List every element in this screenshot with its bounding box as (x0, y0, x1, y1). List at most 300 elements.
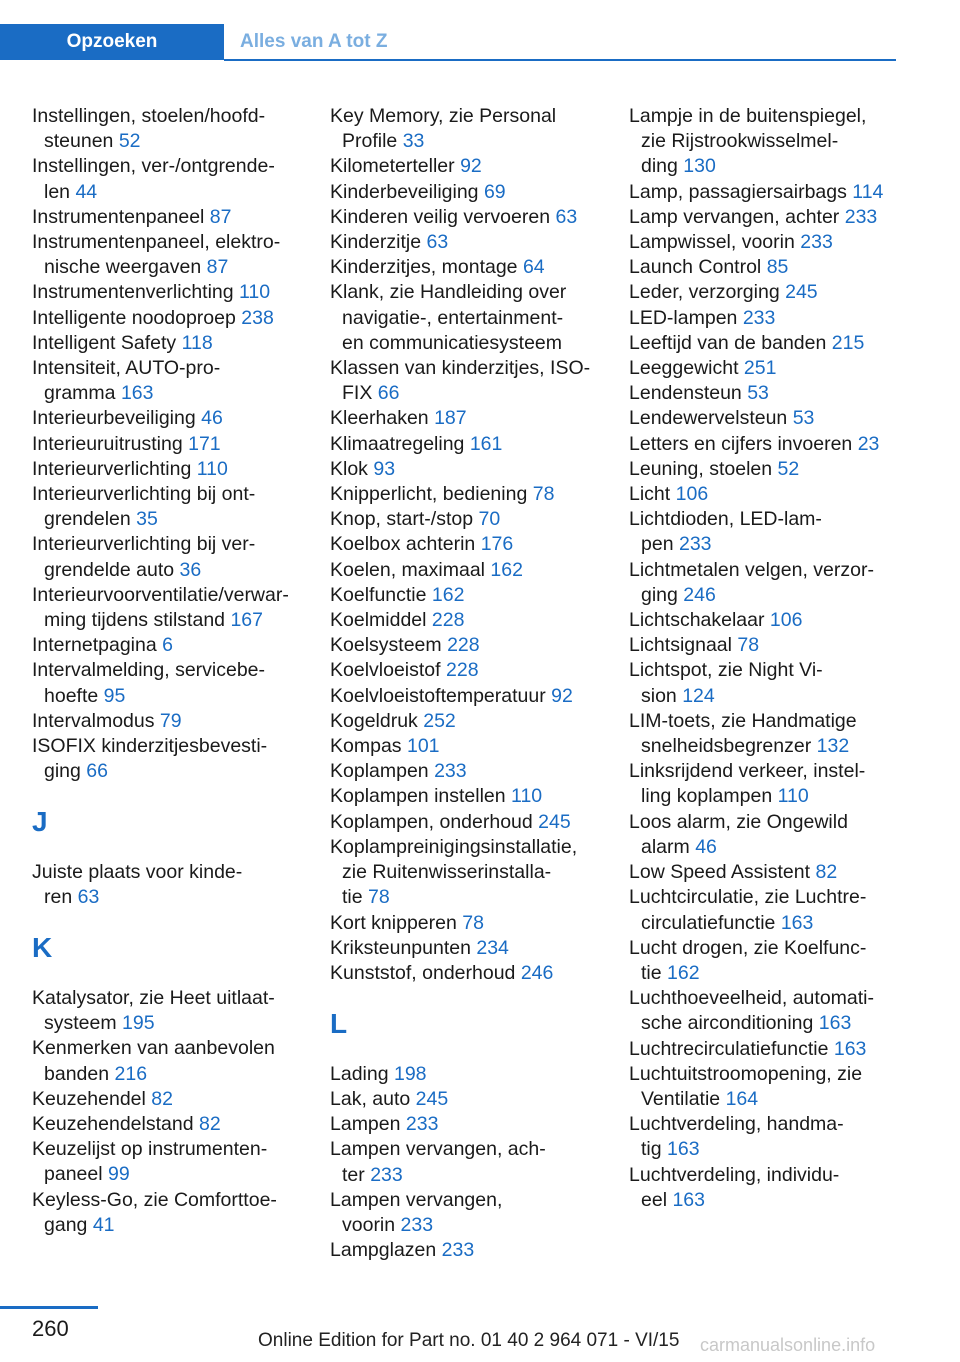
index-entry (629, 885, 899, 935)
index-entry (32, 154, 302, 204)
page-reference-link[interactable]: 82 (151, 1087, 173, 1110)
index-entry (629, 381, 899, 406)
index-entry (32, 356, 302, 406)
entry-text: Interieurvoorventilatie/verwar- (32, 583, 289, 606)
index-entry (330, 532, 600, 557)
index-entry (629, 331, 899, 356)
index-entry (330, 810, 600, 835)
index-entry (32, 633, 302, 658)
index-entry (330, 658, 600, 683)
entry-text: Luchtverdeling, individu- (629, 1163, 840, 1186)
page-reference-link[interactable]: 161 (469, 432, 503, 455)
entry-text: LED-lampen (629, 306, 738, 329)
entry-text: Leeftijd van de banden (629, 331, 827, 354)
index-entry (330, 1188, 600, 1238)
page-reference-link[interactable]: 233 (441, 1239, 475, 1262)
page-reference-link[interactable]: 6 (162, 634, 173, 657)
section-letter: K (32, 932, 53, 964)
index-entry (330, 104, 600, 154)
index-entry (32, 306, 302, 331)
index-entry (330, 507, 600, 532)
entry-text: paneel (44, 1163, 103, 1186)
page-reference-link[interactable]: 78 (532, 483, 555, 506)
index-entry (629, 482, 899, 507)
page-reference-link[interactable]: 163 (667, 1138, 700, 1161)
page-reference-link[interactable]: 23 (857, 432, 880, 455)
index-entry (32, 986, 302, 1036)
page-reference-link[interactable]: 246 (683, 583, 716, 606)
page-reference-link[interactable]: 246 (520, 961, 554, 984)
page-reference-link[interactable]: 163 (818, 1012, 852, 1035)
entry-text: circulatiefunctie (641, 911, 776, 934)
entry-text: Katalysator, zie Heet uitlaat- (32, 987, 275, 1010)
index-entry (32, 658, 302, 708)
page-reference-link[interactable]: 78 (368, 886, 390, 909)
page-reference-link[interactable]: 132 (816, 735, 850, 758)
page-reference-link[interactable]: 234 (476, 936, 509, 959)
entry-text: grendelen (44, 508, 131, 531)
index-entry (330, 180, 600, 205)
index-entry (330, 684, 600, 709)
index-entry (330, 608, 600, 633)
index-entry (330, 558, 600, 583)
entry-text: sion (641, 684, 677, 707)
index-entry (32, 406, 302, 431)
entry-text: grendelde auto (44, 558, 175, 581)
entry-text: Kinderzitjes, montage (330, 256, 518, 279)
page-reference-link[interactable]: 163 (120, 382, 154, 405)
index-entry (330, 1112, 600, 1137)
page-reference-link[interactable]: 70 (478, 508, 501, 531)
entry-text: Klimaatregeling (330, 432, 465, 455)
page-reference-link[interactable]: 233 (742, 306, 776, 329)
entry-text: Kogeldruk (330, 709, 418, 732)
entry-text: Kompas (330, 735, 402, 758)
page-reference-link[interactable]: 114 (852, 180, 884, 203)
page-reference-link[interactable]: 106 (769, 609, 803, 632)
entry-text: Lampen vervangen, (330, 1188, 503, 1211)
entry-text: en communicatiesysteem (342, 331, 563, 354)
entry-text: Lichtmetalen velgen, verzor- (629, 558, 874, 581)
entry-text: Intelligente noodoproep (32, 306, 236, 329)
page-reference-link[interactable]: 176 (480, 533, 514, 556)
entry-text: Lichtdioden, LED-lam- (629, 508, 822, 531)
entry-text: ding (641, 155, 678, 178)
entry-text: ISOFIX kinderzitjesbevesti- (32, 735, 268, 758)
index-column-3 (629, 104, 899, 1213)
entry-text: Koelmiddel (330, 609, 427, 632)
index-entry (330, 1238, 600, 1263)
page-reference-link[interactable]: 36 (179, 558, 202, 581)
entry-text: Lak, auto (330, 1087, 411, 1110)
index-entry (629, 255, 899, 280)
entry-text: tie (342, 886, 363, 909)
entry-text: Koelfunctie (330, 583, 427, 606)
page-reference-link[interactable]: 69 (483, 180, 506, 203)
index-entry (32, 457, 302, 482)
entry-text: Instrumentenpaneel, elektro- (32, 231, 281, 254)
entry-text: Letters en cijfers invoeren (629, 432, 853, 455)
page-reference-link[interactable]: 171 (188, 432, 221, 455)
page-reference-link[interactable]: 85 (766, 256, 789, 279)
entry-text: Key Memory, zie Personal (330, 105, 557, 127)
entry-text: Luchtcirculatie, zie Luchtre- (629, 886, 867, 909)
entry-text: Lamp, passagiersairbags (629, 180, 847, 203)
index-column-2 (330, 104, 600, 1263)
entry-text: ging (44, 760, 81, 783)
page-reference-link[interactable]: 87 (209, 205, 232, 228)
index-entry (629, 658, 899, 708)
index-entry (32, 104, 302, 154)
index-entry (629, 507, 899, 557)
index-entry (330, 1062, 600, 1087)
entry-text: Lichtspot, zie Night Vi- (629, 659, 823, 682)
index-entry (32, 583, 302, 633)
entry-text: Interieuruitrusting (32, 432, 183, 455)
page-reference-link[interactable]: 44 (75, 180, 98, 203)
index-entry (32, 1188, 302, 1238)
page-reference-link[interactable]: 66 (377, 382, 400, 405)
page-reference-link[interactable]: 101 (406, 735, 440, 758)
index-entry (629, 936, 899, 986)
index-entry (629, 1062, 899, 1112)
index-entry (629, 104, 899, 180)
entry-text: Lamp vervangen, achter (629, 205, 840, 228)
entry-text: Lampglazen (330, 1239, 437, 1262)
page-reference-link[interactable]: 33 (402, 130, 425, 153)
entry-text: Lading (330, 1062, 389, 1085)
entry-text: eel (641, 1188, 668, 1211)
index-entry (32, 860, 302, 910)
entry-text: Koelvloeistoftemperatuur (330, 684, 546, 707)
page-reference-link[interactable]: 52 (777, 457, 800, 480)
entry-text: Lampwissel, voorin (629, 231, 795, 254)
entry-text: zie Ruitenwisserinstalla- (342, 861, 552, 884)
index-entry (629, 986, 899, 1036)
page-reference-link[interactable]: 82 (198, 1113, 221, 1136)
page-reference-link[interactable]: 228 (447, 634, 480, 657)
edition-text: Online Edition for Part no. 01 40 2 964 071 - VI/15 (258, 1330, 680, 1351)
entry-text: steunen (44, 130, 114, 153)
entry-text: Lampen (330, 1113, 401, 1136)
page-reference-link[interactable]: 106 (675, 483, 709, 506)
page-reference-link[interactable]: 63 (555, 205, 578, 228)
page-reference-link[interactable]: 79 (159, 709, 182, 732)
entry-text: Profile (342, 130, 398, 153)
entry-text: Knop, start-/stop (330, 508, 474, 531)
page-reference-link[interactable]: 164 (725, 1087, 759, 1110)
index-entry (629, 1112, 899, 1162)
index-entry (330, 633, 600, 658)
page-reference-link[interactable]: 251 (743, 357, 777, 380)
entry-text: Licht (629, 483, 671, 506)
page-reference-link[interactable]: 63 (426, 231, 449, 254)
index-entry (32, 230, 302, 280)
index-entry (32, 1036, 302, 1086)
index-entry (330, 1087, 600, 1112)
index-entry (330, 784, 600, 809)
header-tabbar (0, 24, 896, 62)
entry-text: Knipperlicht, bediening (330, 483, 528, 506)
entry-text: Koelsysteem (330, 634, 442, 657)
page-reference-link[interactable]: 118 (181, 331, 213, 354)
page-reference-link[interactable]: 110 (239, 281, 271, 304)
page-reference-link[interactable]: 92 (551, 684, 573, 707)
page-reference-link[interactable]: 52 (118, 130, 141, 153)
entry-text: pen (641, 533, 674, 556)
page-reference-link[interactable]: 238 (241, 306, 274, 329)
entry-text: ging (641, 583, 678, 606)
index-entry (629, 432, 899, 457)
index-entry (330, 936, 600, 961)
index-entry (32, 331, 302, 356)
entry-text: Lichtschakelaar (629, 609, 765, 632)
entry-text: LIM-toets, zie Handmatige (629, 709, 857, 732)
entry-text: Lampen vervangen, ach- (330, 1138, 546, 1161)
page-reference-link[interactable]: 245 (415, 1087, 449, 1110)
index-entry (330, 432, 600, 457)
entry-text: Lucht drogen, zie Koelfunc- (629, 936, 867, 959)
entry-text: hoefte (44, 684, 99, 707)
entry-text: Lampje in de buitenspiegel, (629, 105, 867, 127)
page-reference-link[interactable]: 124 (682, 684, 715, 707)
entry-text: Luchthoeveelheid, automati- (629, 987, 874, 1010)
entry-text: Keyless-Go, zie Comforttoe- (32, 1188, 277, 1211)
page-reference-link[interactable]: 41 (92, 1213, 115, 1236)
index-entry (629, 1037, 899, 1062)
page-reference-link[interactable]: 162 (431, 583, 465, 606)
page-reference-link[interactable]: 215 (831, 331, 865, 354)
page-reference-link[interactable]: 110 (196, 457, 228, 480)
index-entry (330, 205, 600, 230)
watermark: carmanualsonline.info (700, 1335, 876, 1355)
index-entry (330, 961, 600, 986)
page-reference-link[interactable]: 167 (230, 609, 263, 632)
tab-alles-van-a-tot-z[interactable]: Alles van A tot Z (240, 31, 388, 52)
page-reference-link[interactable]: 245 (538, 810, 571, 833)
index-entry (330, 911, 600, 936)
entry-text: gang (44, 1213, 88, 1236)
page-reference-link[interactable]: 87 (206, 256, 229, 279)
entry-text: Kilometerteller (330, 155, 455, 178)
entry-text: Instrumentenverlichting (32, 281, 234, 304)
entry-text: nische weergaven (44, 256, 202, 279)
page-reference-link[interactable]: 35 (136, 508, 158, 531)
entry-text: Launch Control (629, 256, 762, 279)
entry-text: Interieurbeveiliging (32, 407, 196, 430)
index-entry (330, 759, 600, 784)
index-entry (330, 280, 600, 356)
page-reference-link[interactable]: 82 (815, 861, 838, 884)
section-letter: L (330, 1007, 348, 1039)
page-reference-link[interactable]: 53 (792, 407, 815, 430)
entry-text: Luchtrecirculatiefunctie (629, 1037, 829, 1060)
page-reference-link[interactable]: 63 (77, 886, 100, 909)
page-reference-link[interactable]: 163 (672, 1188, 705, 1211)
entry-text: Koplampen instellen (330, 785, 506, 808)
index-entry (330, 356, 600, 406)
page-reference-link[interactable]: 93 (373, 457, 396, 480)
entry-text: ling koplampen (641, 785, 773, 808)
entry-text: Koelen, maximaal (330, 558, 485, 581)
entry-text: Koplampreinigingsinstallatie, (330, 835, 578, 858)
entry-text: Intervalmelding, servicebe- (32, 659, 266, 682)
entry-text: Interieurverlichting (32, 457, 192, 480)
entry-text: Kunststof, onderhoud (330, 961, 516, 984)
page-reference-link[interactable]: 228 (446, 659, 479, 682)
entry-text: Instrumentenpaneel (32, 205, 205, 228)
entry-text: navigatie-, entertainment- (342, 306, 564, 329)
entry-text: Klassen van kinderzitjes, ISO- (330, 357, 591, 380)
page-reference-link[interactable]: 64 (522, 256, 545, 279)
page-reference-link[interactable]: 187 (434, 407, 467, 430)
index-entry (32, 1112, 302, 1137)
entry-text: Kleerhaken (330, 407, 429, 430)
entry-text: snelheidsbegrenzer (641, 735, 812, 758)
entry-text: Kort knipperen (330, 911, 457, 934)
page-reference-link[interactable]: 130 (683, 155, 716, 178)
entry-text: Kriksteunpunten (330, 936, 471, 959)
index-entry (330, 154, 600, 179)
index-entry (32, 709, 302, 734)
page-reference-link[interactable]: 46 (201, 407, 223, 430)
page-reference-link[interactable]: 233 (844, 205, 878, 228)
page-reference-link[interactable]: 195 (122, 1012, 155, 1035)
page-reference-link[interactable]: 245 (785, 281, 818, 304)
entry-text: Intensiteit, AUTO-pro- (32, 357, 221, 380)
page-reference-link[interactable]: 163 (833, 1037, 867, 1060)
index-entry (330, 1137, 600, 1187)
page-reference-link[interactable]: 163 (780, 911, 814, 934)
entry-text: voorin (342, 1213, 396, 1236)
entry-text: Linksrijdend verkeer, instel- (629, 760, 866, 783)
entry-text: Luchtuitstroomopening, zie (629, 1062, 863, 1085)
page-reference-link[interactable]: 233 (434, 760, 467, 783)
section-letter: J (32, 806, 48, 838)
entry-text: Leuning, stoelen (629, 457, 773, 480)
index-entry (32, 1087, 302, 1112)
tab-underline (224, 59, 896, 61)
index-entry (330, 709, 600, 734)
entry-text: Klank, zie Handleiding over (330, 281, 567, 304)
index-entry (330, 482, 600, 507)
entry-text: Kenmerken van aanbevolen (32, 1037, 275, 1060)
page-reference-link[interactable]: 46 (695, 835, 717, 858)
index-entry (32, 205, 302, 230)
index-entry (629, 457, 899, 482)
page-reference-link[interactable]: 233 (370, 1163, 403, 1186)
page-reference-link[interactable]: 162 (490, 558, 523, 581)
index-entry (629, 230, 899, 255)
page-reference-link[interactable]: 66 (86, 760, 108, 783)
entry-text: systeem (44, 1012, 117, 1035)
entry-text: Instellingen, stoelen/hoofd- (32, 105, 266, 127)
tab-opzoeken[interactable]: Opzoeken (0, 24, 224, 60)
entry-text: Ventilatie (641, 1087, 721, 1110)
index-entry (330, 406, 600, 431)
entry-text: Interieurverlichting bij ver- (32, 533, 256, 556)
index-entry (330, 230, 600, 255)
page-reference-link[interactable]: 110 (777, 785, 809, 808)
entry-text: FIX (342, 382, 373, 405)
entry-text: len (44, 180, 71, 203)
index-entry (629, 558, 899, 608)
index-entry (330, 835, 600, 911)
page-reference-link[interactable]: 92 (460, 155, 482, 178)
entry-text: ming tijdens stilstand (44, 609, 226, 632)
entry-text: Leder, verzorging (629, 281, 780, 304)
page-reference-link[interactable]: 252 (423, 709, 456, 732)
entry-text: ter (342, 1163, 365, 1186)
page-reference-link[interactable]: 233 (678, 533, 712, 556)
entry-text: Koelbox achterin (330, 533, 476, 556)
index-entry (629, 633, 899, 658)
index-entry (629, 608, 899, 633)
index-entry (330, 583, 600, 608)
page-reference-link[interactable]: 228 (431, 609, 465, 632)
page-reference-link[interactable]: 216 (114, 1062, 148, 1085)
entry-text: banden (44, 1062, 110, 1085)
index-entry (330, 255, 600, 280)
index-entry (32, 532, 302, 582)
index-column-1 (32, 104, 302, 1238)
entry-text: Low Speed Assistent (629, 861, 811, 884)
index-entry (330, 457, 600, 482)
entry-text: sche airconditioning (641, 1012, 814, 1035)
page-reference-link[interactable]: 78 (462, 911, 484, 934)
page-number: 260 (32, 1316, 69, 1341)
entry-text: Intervalmodus (32, 709, 155, 732)
entry-text: Klok (330, 457, 368, 480)
page-reference-link[interactable]: 99 (107, 1163, 130, 1186)
index-entry (629, 709, 899, 759)
entry-text: Kinderbeveiliging (330, 180, 479, 203)
page-reference-link[interactable]: 198 (393, 1062, 427, 1085)
index-entry (32, 280, 302, 305)
index-entry (629, 180, 899, 205)
entry-text: Lendensteun (629, 382, 742, 405)
entry-text: Keuzelijst op instrumenten- (32, 1138, 268, 1161)
index-entry (629, 759, 899, 809)
index-entry (629, 205, 899, 230)
page-reference-link[interactable]: 110 (511, 785, 543, 808)
entry-text: Koelvloeistof (330, 659, 441, 682)
index-entry (629, 406, 899, 431)
entry-text: Luchtverdeling, handma- (629, 1113, 844, 1136)
page-reference-link[interactable]: 78 (737, 634, 760, 657)
page-reference-link[interactable]: 233 (405, 1113, 439, 1136)
index-entry (629, 356, 899, 381)
page-reference-link[interactable]: 53 (747, 382, 769, 405)
index-entry (330, 734, 600, 759)
entry-text: Kinderen veilig vervoeren (330, 205, 551, 228)
index-entry (32, 432, 302, 457)
index-entry (32, 1137, 302, 1187)
entry-text: tig (641, 1138, 662, 1161)
entry-text: ren (44, 886, 73, 909)
page-reference-link[interactable]: 162 (667, 961, 700, 984)
page-reference-link[interactable]: 233 (400, 1213, 434, 1236)
entry-text: Instellingen, ver-/ontgrende- (32, 155, 275, 178)
entry-text: alarm (641, 835, 690, 858)
page-reference-link[interactable]: 233 (800, 231, 833, 254)
page-reference-link[interactable]: 95 (103, 684, 126, 707)
index-entry (32, 482, 302, 532)
entry-text: Koplampen (330, 760, 429, 783)
entry-text: Interieurverlichting bij ont- (32, 483, 256, 506)
entry-text: Keuzehendel (32, 1087, 146, 1110)
index-entry (629, 810, 899, 860)
